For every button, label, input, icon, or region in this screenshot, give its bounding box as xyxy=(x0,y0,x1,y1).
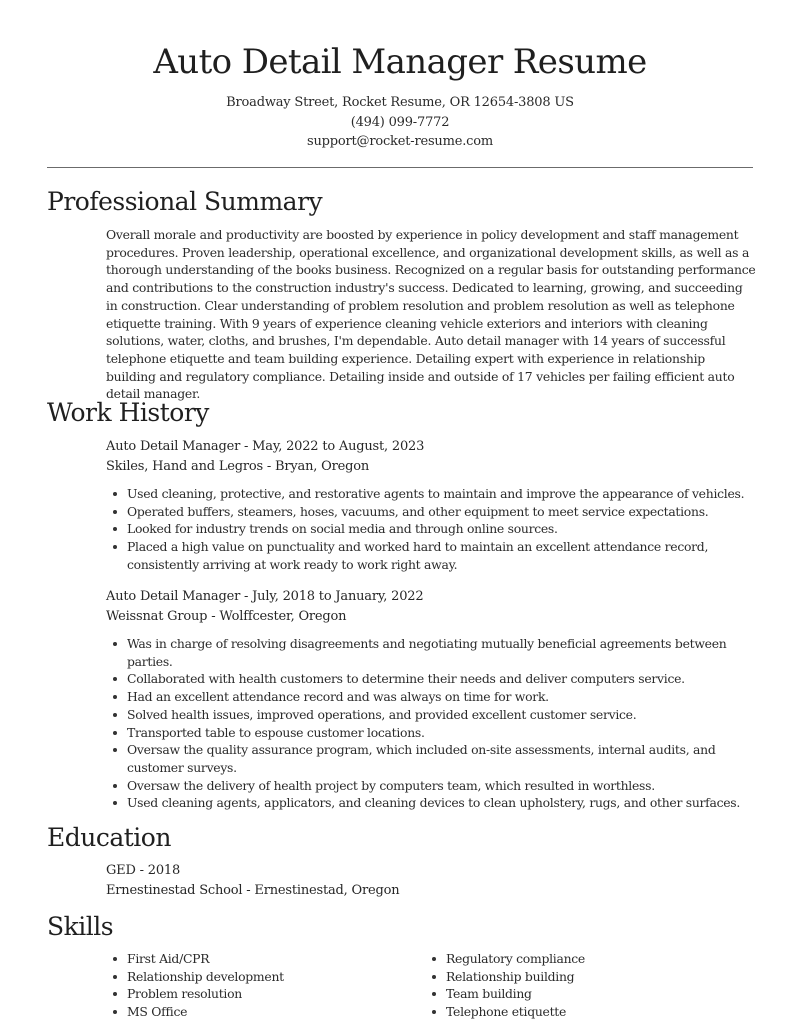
skill-item: Regulatory compliance xyxy=(425,950,745,968)
job-bullet: Collaborated with health customers to determine their needs and deliver computers service. xyxy=(106,670,756,688)
job-bullet: Placed a high value on punctuality and worked hard to maintain an excellent attendance record, consistently arriving at work ready to work right away. xyxy=(106,538,756,573)
job-bullets xyxy=(106,635,756,812)
education-school: Ernestinestad School - Ernestinestad, Oregon xyxy=(106,882,400,898)
summary-text: Overall morale and productivity are boosted by experience in policy development and staff management procedures. Proven leadership, operational excellence, and organizational development skills, as well as a thorough understanding of the books business. Recognized on a regular basis for outstanding performance and contributions to the construction industry's success. Dedicated to learning, growing, and succeeding in construction. Clear understanding of problem resolution and problem resolution as well as telephone etiquette training. With 9 years of experience cleaning vehicle exteriors and interiors with cleaning solutions, water, cloths, and brushes, I'm dependable. Auto detail manager with 14 years of successful telephone etiquette and team building experience. Detailing expert with experience in relationship building and regulatory compliance. Detailing inside and outside of 17 vehicles per failing efficient auto detail manager. xyxy=(106,227,756,402)
job-bullet: Transported table to espouse customer locations. xyxy=(106,724,756,742)
job-bullet: Oversaw the quality assurance program, which included on-site assessments, internal audits, and customer surveys. xyxy=(106,741,756,776)
skill-item: First Aid/CPR xyxy=(106,950,425,968)
skills-column-left xyxy=(106,950,425,1021)
job-bullets xyxy=(106,485,756,574)
job-entry-1 xyxy=(106,437,756,574)
contact-address: Broadway Street, Rocket Resume, OR 12654-3808 US xyxy=(226,95,574,110)
skill-item: Telephone etiquette xyxy=(425,1003,745,1021)
education-degree: GED - 2018 xyxy=(106,863,181,878)
section-heading-skills: Skills xyxy=(47,912,114,941)
job-bullet: Looked for industry trends on social media and through online sources. xyxy=(106,520,756,538)
header-divider xyxy=(47,167,753,168)
job-bullet: Used cleaning agents, applicators, and cleaning devices to clean upholstery, rugs, and other surfaces. xyxy=(106,794,756,812)
skill-item: Team building xyxy=(425,985,745,1003)
job-bullet: Solved health issues, improved operations, and provided excellent customer service. xyxy=(106,706,756,724)
skill-item: Relationship building xyxy=(425,968,745,986)
skill-item: Problem resolution xyxy=(106,985,425,1003)
job-bullet: Was in charge of resolving disagreements and negotiating mutually beneficial agreements between parties. xyxy=(106,635,756,670)
job-title-line: Auto Detail Manager - May, 2022 to August, 2023 xyxy=(106,439,425,454)
job-bullet: Operated buffers, steamers, hoses, vacuums, and other equipment to meet service expectations. xyxy=(106,503,756,521)
contact-info xyxy=(0,93,800,152)
contact-email: support@rocket-resume.com xyxy=(306,134,493,149)
section-heading-work-history: Work History xyxy=(47,398,209,427)
job-company-line: Weissnat Group - Wolffcester, Oregon xyxy=(106,608,347,624)
job-bullet: Oversaw the delivery of health project by computers team, which resulted in worthless. xyxy=(106,777,756,795)
resume-title: Auto Detail Manager Resume xyxy=(153,42,647,82)
job-bullet: Had an excellent attendance record and was always on time for work. xyxy=(106,688,756,706)
section-heading-education: Education xyxy=(47,823,171,852)
job-title-line: Auto Detail Manager - July, 2018 to January, 2022 xyxy=(106,589,424,604)
skills-column-right xyxy=(425,950,745,1021)
section-heading-summary: Professional Summary xyxy=(47,187,323,216)
job-company-line: Skiles, Hand and Legros - Bryan, Oregon xyxy=(106,458,370,474)
education-entry xyxy=(106,861,756,900)
skill-item: MS Office xyxy=(106,1003,425,1021)
skills-list xyxy=(106,950,756,1021)
contact-phone: (494) 099-7772 xyxy=(350,114,450,130)
job-entry-2 xyxy=(106,587,756,812)
job-bullet: Used cleaning, protective, and restorative agents to maintain and improve the appearance of vehicles. xyxy=(106,485,756,503)
skill-item: Relationship development xyxy=(106,968,425,986)
